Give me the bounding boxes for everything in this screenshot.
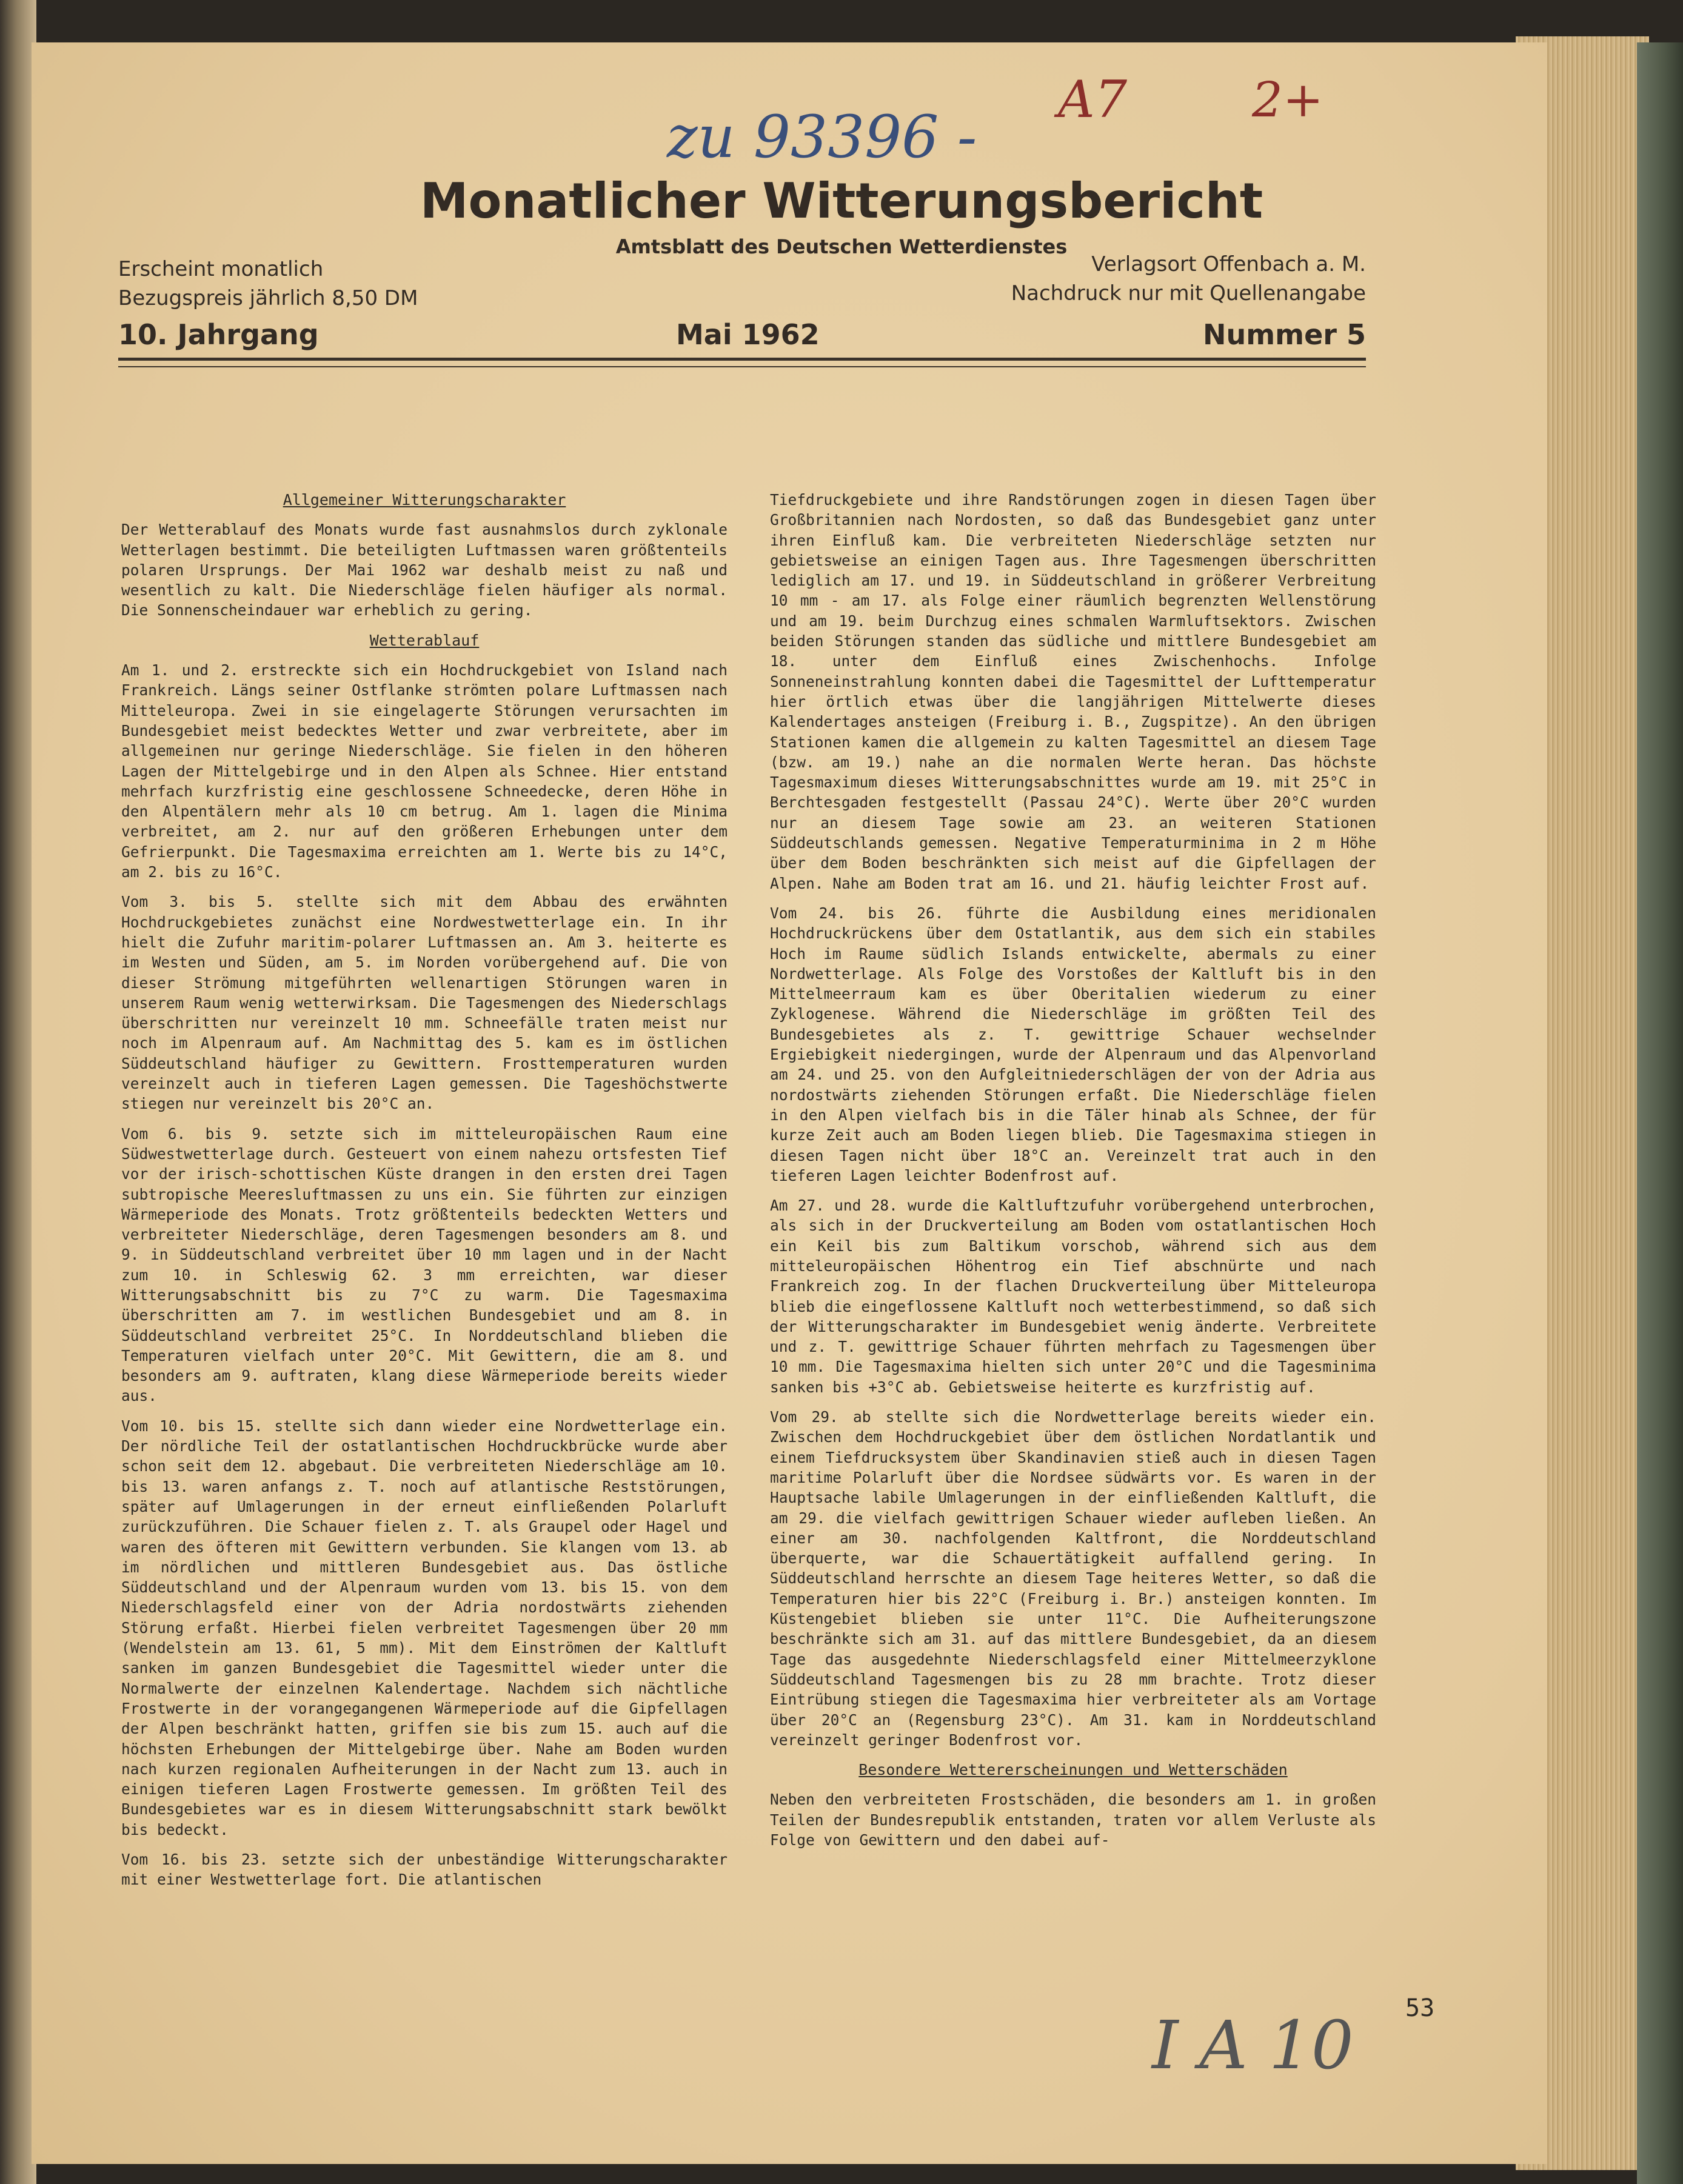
- paragraph: Neben den verbreiteten Frostschäden, die besonders am 1. in großen Teilen der Bundesrepublik entstanden, traten vor allem Verluste als Folge von Gewittern und den dabei auf-: [770, 1791, 1376, 1849]
- paragraph: Am 1. und 2. erstreckte sich ein Hochdruckgebiet von Island nach Frankreich. Längs seiner Ostflanke strömten polare Luftmassen nach Mitteleuropa. Zwei in sie eingelagerte Störungen verursachten im Bundesgebiet meist bedecktes Wetter und zwar verbreitete, aber im allgemeinen nur geringe Niederschläge. Sie fielen in den höheren Lagen der Mittelgebirge und in den Alpen als Schnee. Hier entstand mehrfach kurzfristig eine geschlossene Schneedecke, deren Höhe in den Alpentälern mehr als 10 cm betrug. Am 1. lagen die Minima verbreitet, am 2. nur auf den größeren Erhebungen unter dem Gefrierpunkt. Die Tagesmaxima erreichten am 1. Werte bis zu 14°C, am 2. bis zu 16°C.: [121, 661, 728, 881]
- frequency-note: Erscheint monatlich: [118, 257, 324, 281]
- issue-row: [118, 318, 1366, 356]
- volume-label: 10. Jahrgang: [118, 318, 319, 351]
- reprint-note: Nachdruck nur mit Quellenangabe: [1011, 281, 1366, 306]
- paragraph: Vom 10. bis 15. stellte sich dann wieder eine Nordwetterlage ein. Der nördliche Teil der ostatlantischen Hochdruckbrücke wurde aber schon seit dem 12. abgebaut. Die verbreiteten Niederschläge am 10. bis 13. waren anfangs z. T. noch auf atlantische Reststörungen, später auf Umlagerungen in der erneut einfließenden Polarluft zurückzuführen. Die Schauer fielen z. T. als Graupel oder Hagel und waren des öfteren mit Gewittern verbunden. Sie klangen vom 13. ab im nördlichen und mittleren Bundesgebiet aus. Das östliche Süddeutschland und der Alpenraum wurden vom 13. bis 15. von dem Niederschlagsfeld einer von der Adria nordostwärts ziehenden Störung erfaßt. Hierbei fielen verbreitet Tagesmengen über 20 mm (Wendelstein am 13. 61, 5 mm). Mit dem Einströmen der Kaltluft sanken im ganzen Bundesgebiet die Tagesmittel wieder unter die Normalwerte der einzelnen Kalendertage. Nachdem sich nächtliche Frostwerte in der vorangegangenen Wärmeperiode auf die Gipfellagen der Alpen beschränkt hatten, griffen sie bis zum 15. auch auf die höchsten Erhebungen der Mittelgebirge über. Nahe am Boden wurden nach kurzen regionalen Aufheiterungen in der Nacht zum 13. auch in einigen tieferen Lagen Frostwerte gemessen. Im größten Teil des Bundesgebietes war es in diesem Witterungsabschnitt stark bewölkt bis bedeckt.: [121, 1417, 728, 1838]
- section-heading-special-events: Besondere Wettererscheinungen und Wetterschäden: [858, 1761, 1288, 1779]
- paragraph: Vom 3. bis 5. stellte sich mit dem Abbau des erwähnten Hochdruckgebietes zunächst eine Nordwestwetterlage ein. In ihr hielt die Zufuhr maritim-polarer Luftmassen an. Am 3. heiterte es im Westen und Süden, am 5. im Norden vorübergehend auf. Die von dieser Strömung mitgeführten wellenartigen Störungen waren in unserem Raum wenig wetterwirksam. Die Tagesmengen des Niederschlags überschritten nur vereinzelt 10 mm. Schneefälle traten meist nur noch im Alpenraum auf. Am Nachmittag des 5. kam es im östlichen Süddeutschland häufiger zu Gewittern. Frosttemperaturen wurden vereinzelt auch in tieferen Lagen gemessen. Die Tageshöchstwerte stiegen nur vereinzelt bis 20°C an.: [121, 893, 728, 1113]
- issue-date: Mai 1962: [676, 318, 820, 351]
- handwritten-reference: zu 93396 -: [667, 103, 977, 171]
- right-column: [770, 490, 1376, 1860]
- issue-number: Nummer 5: [1202, 318, 1366, 351]
- paragraph: Vom 24. bis 26. führte die Ausbildung eines meridionalen Hochdruckrückens über dem Ostatlantik, aus dem sich ein stabiles Hoch im Raume südlich Islands entwickelte, abermals zu einer Nordwetterlage. Als Folge des Vorstoßes der Kaltluft bis in den Mittelmeerraum kam es über Oberitalien wiederum zu einer Zyklogenese. Während die Niederschläge im größten Teil des Bundesgebietes als z. T. gewittrige Schauer wechselnder Ergiebigkeit niedergingen, wurde der Alpenraum und das Alpenvorland am 24. und 25. von den Aufgleitniederschlägen der von der Adria aus nordostwärts ziehenden Störungen erfaßt. Die Niederschläge fielen in den Alpen vielfach bis in die Täler hinab als Schnee, der für kurze Zeit auch am Boden liegen blieb. Die Tagesmaxima stiegen in diesen Tagen nicht über 18°C an. Vereinzelt trat auch in den tieferen Lagen leichter Bodenfrost auf.: [770, 904, 1376, 1184]
- handwritten-mark-2: 2+: [1252, 72, 1323, 128]
- header-rule-thin: [118, 366, 1366, 367]
- price-note: Bezugspreis jährlich 8,50 DM: [118, 286, 418, 310]
- book-cover-edge: [1637, 42, 1683, 2184]
- book-left-edge: [0, 0, 36, 2184]
- publication-info-right: [1011, 250, 1366, 308]
- handwritten-bottom-mark: I A 10: [1152, 2006, 1354, 2084]
- publication-info-left: [118, 255, 418, 313]
- document-title: Monatlicher Witterungsbericht: [420, 173, 1263, 229]
- publisher-location: Verlagsort Offenbach a. M.: [1091, 252, 1366, 276]
- handwritten-mark-a7: A7: [1058, 70, 1128, 129]
- paragraph: Am 27. und 28. wurde die Kaltluftzufuhr vorübergehend unterbrochen, als sich in der Druckverteilung am Boden vom ostatlantischen Hoch ein Keil bis zum Baltikum vorschob, während sich aus dem mitteleuropäischen Höhentrog ein Tief abschnürte und nach Frankreich zog. In der flachen Druckverteilung über Mitteleuropa blieb die eingeflossene Kaltluft noch wetterbestimmend, so daß sich der Witterungscharakter im Bundesgebiet wenig änderte. Verbreitete und z. T. gewittrige Schauer führten mehrfach zu Tagesmengen über 10 mm. Die Tagesmaxima hielten sich unter 20°C und die Tagesminima sanken bis +3°C ab. Gebietsweise heiterte es kurzfristig auf.: [770, 1197, 1376, 1396]
- paragraph: Vom 16. bis 23. setzte sich der unbeständige Witterungscharakter mit einer Westwetterlage fort. Die atlantischen: [121, 1851, 728, 1889]
- paragraph: Der Wetterablauf des Monats wurde fast ausnahmslos durch zyklonale Wetterlagen bestimmt. Die beteiligten Luftmassen waren größtenteils polaren Ursprungs. Der Mai 1962 war deshalb meist zu naß und wesentlich zu kalt. Die Niederschläge fielen häufiger als normal. Die Sonnenscheindauer war erheblich zu gering.: [121, 521, 728, 619]
- paragraph: Vom 29. ab stellte sich die Nordwetterlage bereits wieder ein. Zwischen dem Hochdruckgebiet über dem östlichen Nordatlantik und einem Tiefdrucksystem über Skandinavien stieß auch in diesen Tagen maritime Polarluft über die Nordsee südwärts vor. Es waren in der Hauptsache labile Umlagerungen in der einfließenden Kaltluft, die am 29. die vielfach gewittrigen Schauer wieder aufleben ließen. An einer am 30. nachfolgenden Kaltfront, die Norddeutschland überquerte, war die Schauertätigkeit auffallend gering. In Süddeutschland herrschte an diesem Tage heiteres Wetter, so daß die Temperaturen hier bis 22°C (Freiburg i. Br.) ansteigen konnten. Im Küstengebiet blieben sie unter 11°C. Die Aufheiterungszone beschränkte sich am 31. auf das mittlere Bundesgebiet, da an diesem Tage das ausgedehnte Niederschlagsfeld einer Mittelmeerzyklone Süddeutschland Tagesmengen bis zu 28 mm brachte. Trotz dieser Eintrübung stiegen die Tagesmaxima hier verbreiteter als am Vortage über 20°C an (Regensburg 23°C). Am 31. kam in Norddeutschland vereinzelt geringer Bodenfrost vor.: [770, 1408, 1376, 1749]
- paragraph: Tiefdruckgebiete und ihre Randstörungen zogen in diesen Tagen über Großbritannien nach Nordosten, so daß das Bundesgebiet ganz unter ihren Einfluß kam. Die verbreiteten Niederschläge setzten nur gebietsweise an einigen Tagen aus. Ihre Tagesmengen überschritten lediglich am 17. und 19. in Süddeutschland in größerer Verbreitung 10 mm - am 17. als Folge einer räumlich begrenzten Wellenstörung und am 19. beim Durchzug eines schmalen Warmluftsektors. Zwischen beiden Störungen standen das südliche und mittlere Bundesgebiet am 18. unter dem Einfluß eines Zwischenhochs. Infolge Sonneneinstrahlung konnten dabei die Tagesmittel der Lufttemperatur hier örtlich etwas über die langjährigen Mittelwerte dieses Kalendertages ansteigen (Freiburg i. B., Zugspitze). An den übrigen Stationen kamen die allgemein zu kalten Tagesmittel an diesem Tage (bzw. am 19.) nahe an die normalen Werte heran. Das höchste Tagesmaximum dieses Witterungsabschnittes wurde am 19. mit 25°C in Berchtesgaden festgestellt (Passau 24°C). Werte über 20°C wurden nur an diesem Tage sowie am 23. an weiteren Stationen Süddeutschlands gemessen. Negative Temperaturminima in 2 m Höhe über dem Boden beschränkten sich meist auf die Gipfellagen der Alpen. Nahe am Boden trat am 16. und 21. häufig leichter Frost auf.: [770, 491, 1376, 892]
- page-number: 53: [1405, 1994, 1435, 2022]
- header-rule-thick: [118, 358, 1366, 361]
- document-subtitle: Amtsblatt des Deutschen Wetterdienstes: [615, 235, 1068, 258]
- left-column: [121, 490, 728, 1900]
- paragraph: Vom 6. bis 9. setzte sich im mitteleuropäischen Raum eine Südwestwetterlage durch. Gesteuert von einem nahezu ortsfesten Tief vor der irisch-schottischen Küste drangen in den ersten drei Tagen subtropische Meeresluftmassen zu uns ein. Sie führten zur einzigen Wärmeperiode des Monats. Trotz größtenteils bedeckten Wetters und verbreiteter Niederschläge, deren Tagesmengen besonders am 8. und 9. in Süddeutschland verbreitet über 10 mm lagen und in der Nacht zum 10. in Schleswig 62. 3 mm erreichten, war dieser Witterungsabschnitt bis zu 7°C zu warm. Die Tagesmaxima überschritten am 7. im westlichen Bundesgebiet und am 8. in Süddeutschland verbreitet 25°C. In Norddeutschland blieben die Temperaturen vielfach unter 20°C. Mit Gewittern, die am 8. und besonders am 9. auftraten, klang diese Wärmeperiode bereits wieder aus.: [121, 1124, 728, 1405]
- section-heading-character: Allgemeiner Witterungscharakter: [283, 491, 566, 509]
- section-heading-weather-course: Wetterablauf: [369, 631, 480, 649]
